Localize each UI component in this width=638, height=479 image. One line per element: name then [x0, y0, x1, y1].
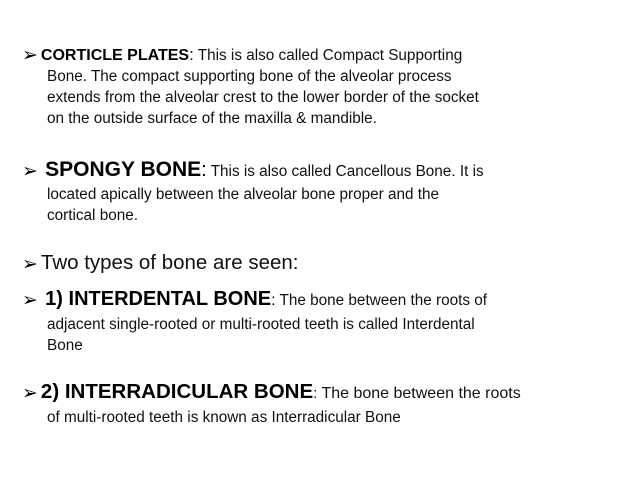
bullet-line: Bone. The compact supporting bone of the alveolar process	[47, 68, 452, 85]
arrowhead-bullet-icon: ➢	[22, 254, 38, 275]
bullet-colon: :	[201, 159, 207, 181]
bullet-corticle-plates	[22, 44, 622, 129]
bullet-text: This is also called Cancellous Bone. It is	[206, 163, 484, 180]
bullet-line: located apically between the alveolar bone proper and the	[47, 186, 440, 203]
bullet-first-line	[22, 44, 622, 66]
bullet-two-types	[22, 250, 622, 276]
bullet-line: Bone	[47, 337, 83, 354]
bullet-first-line	[22, 379, 622, 407]
bullet-text: Two types of bone are seen:	[40, 251, 299, 274]
bullet-line: of multi-rooted teeth is known as Interradicular Bone	[47, 409, 401, 426]
arrowhead-bullet-icon: ➢	[22, 383, 38, 404]
arrowhead-bullet-icon: ➢	[22, 45, 38, 66]
arrowhead-bullet-icon: ➢	[22, 161, 38, 182]
bullet-first-line	[22, 158, 622, 184]
bullet-line: on the outside surface of the maxilla & mandible.	[47, 110, 377, 127]
bullet-interdental-bone	[22, 286, 622, 356]
bullet-heading: 2) INTERRADICULAR BONE	[40, 380, 314, 403]
bullet-text: The bone between the roots	[317, 385, 521, 402]
bullet-heading: SPONGY BONE	[45, 158, 202, 181]
bullet-text: This is also called Compact Supporting	[193, 47, 463, 64]
bullet-first-line	[22, 250, 622, 276]
bullet-colon: :	[313, 385, 318, 402]
bullet-text: The bone between the roots of	[275, 292, 488, 309]
bullet-interradicular-bone	[22, 379, 622, 428]
bullet-heading: CORTICLE PLATES	[40, 47, 190, 64]
bullet-heading: 1) INTERDENTAL BONE	[45, 288, 272, 310]
bullet-colon: :	[271, 292, 276, 309]
bullet-colon: :	[189, 45, 194, 64]
bullet-spongy-bone	[22, 158, 622, 226]
bullet-line: cortical bone.	[47, 207, 138, 224]
arrowhead-bullet-icon: ➢	[22, 290, 38, 311]
bullet-first-line	[22, 286, 622, 314]
bullet-line: extends from the alveolar crest to the lower border of the socket	[47, 89, 479, 106]
bullet-line: adjacent single-rooted or multi-rooted teeth is called Interdental	[47, 316, 475, 333]
